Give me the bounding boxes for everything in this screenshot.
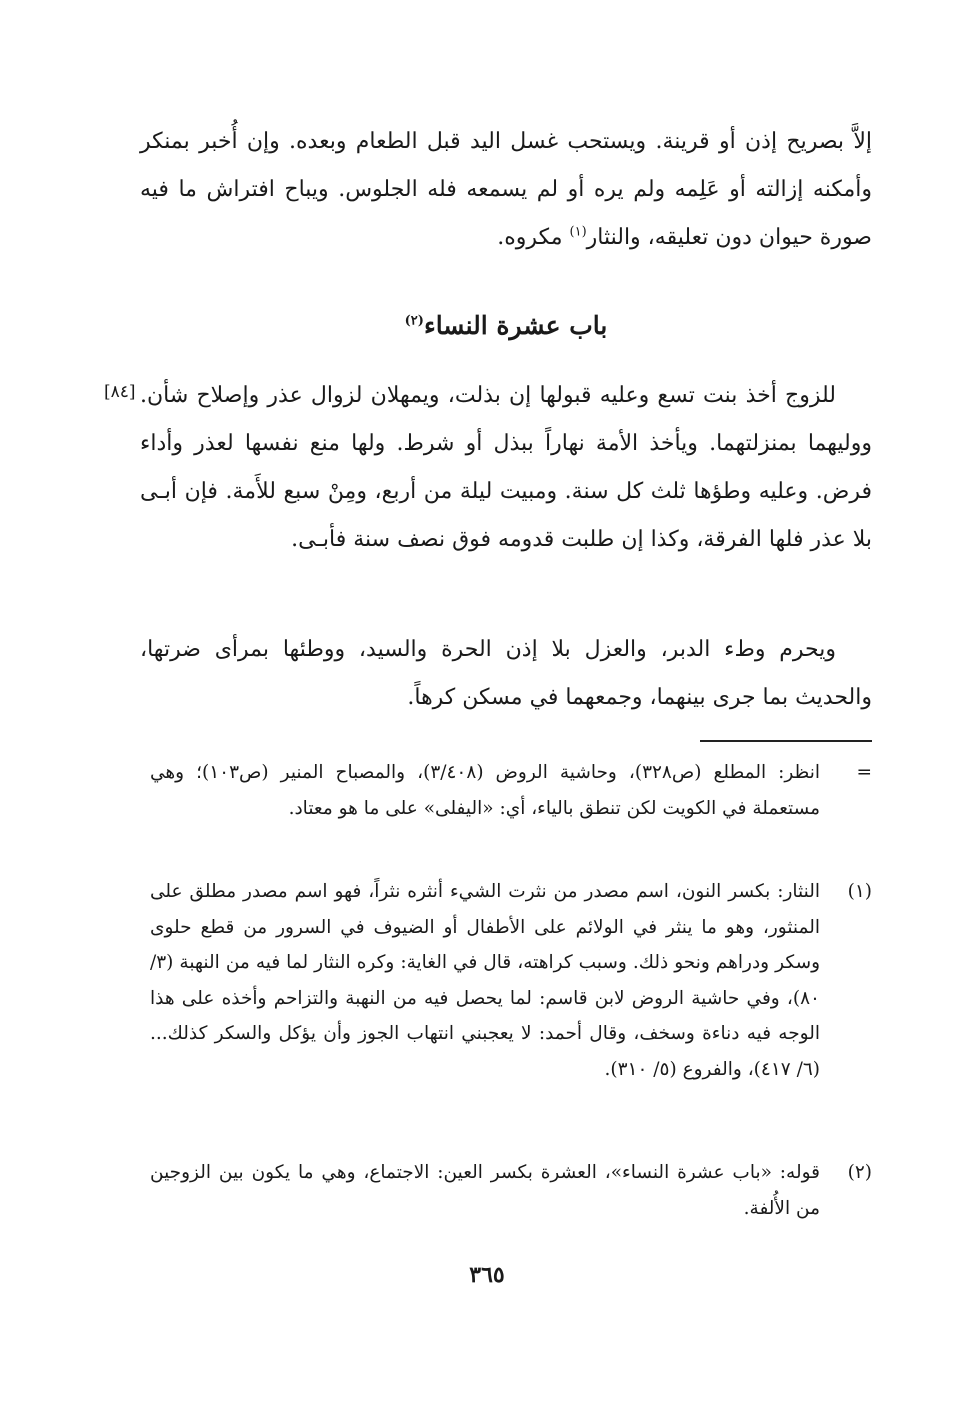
page-number: ٣٦٥ xyxy=(469,1262,505,1288)
top-paragraph-text: إلاَّ بصريح إذن أو قرينة. ويستحب غسل اليد قبل الطعام وبعده. وإن أُخبر بمنكر وأمكنه إزالته أو عَلِمه ولم يره أو لم يسمعه فله الجلوس. ويباح افتراش ما فيه صورة حيوان دون تعليقه، والنثار xyxy=(140,129,872,250)
footnote-marker: = xyxy=(856,762,872,783)
footnote-ref-2: (٢) xyxy=(404,313,424,329)
top-paragraph-end: مكروه. xyxy=(497,225,570,250)
paragraph-1: للزوج أخذ بنت تسع وعليه قبولها إن بذلت، ويمهلان لزوال عذر وإصلاح شأن. ووليهما بمنزلتهما. ويأخذ الأمة نهاراً ببذل أو شرط. ولها منع نفسها لعذر وأداء فرض. وعليه وطؤها ثلث كل سنة. ومبيت ليلة من أربع، ومِنْ سبع للأَمة. فإن أبـى بلا عذر فلها الفرقة، وكذا إن طلبت قدومه فوق نصف سنة فأبـى. xyxy=(140,383,872,552)
footnote-continued xyxy=(150,755,872,826)
chapter-heading xyxy=(140,302,872,350)
footnote-text: النثار: بكسر النون، اسم مصدر من نثرت الشيء أنثره نثراً، فهو اسم مصدر مطلق على المنثور، وهو ما ينثر في الولائم على الأطفال أو الضيوف في السرور من قطع حلوى وسكر ودراهم ونحو ذلك. وسبب كراهته، قال في الغاية: وكره النثار لما فيه من النهبة (٣/ ٨٠)، وفي حاشية الروض لابن قاسم: لما يحصل فيه من النهبة والتزاحم وأخذه على هذا الوجه فيه دناءة وسخف، وقال أحمد: لا يعجبني انتهاب الجوز وأن يؤكل والسكر كذلك... (٦/ ٤١٧)، والفروع (٥/ ٣١٠). xyxy=(150,881,820,1080)
top-paragraph xyxy=(140,118,872,262)
footnote-2 xyxy=(150,1155,872,1226)
margin-marker: [٨٤] xyxy=(104,382,136,402)
footnote-1 xyxy=(150,874,872,1087)
footnote-text: قوله: «باب عشرة النساء»، العشرة بكسر العين: الاجتماع، وهي ما يكون بين الزوجين من الأُلفة. xyxy=(150,1162,820,1219)
footnote-number: (٢) xyxy=(847,1162,872,1183)
footnote-separator xyxy=(700,740,872,742)
chapter-title: باب عشرة النساء xyxy=(423,311,608,340)
footnote-ref-1: (١) xyxy=(569,224,587,240)
paragraph-2: ويحرم وطء الدبر، والعزل بلا إذن الحرة والسيد، ووطئها بمرأى ضرتها، والحديث بما جرى بينهما، وجمعهما في مسكن كرهاً. xyxy=(140,637,872,710)
footnote-text: انظر: المطلع (ص٣٢٨)، وحاشية الروض (٣/٤٠٨)، والمصباح المنير (ص١٠٣)؛ وهي مستعملة في الكويت لكن تنطق بالياء، أي: «اليفلى» على ما هو معتاد. xyxy=(150,762,821,819)
footnote-number: (١) xyxy=(847,881,872,902)
